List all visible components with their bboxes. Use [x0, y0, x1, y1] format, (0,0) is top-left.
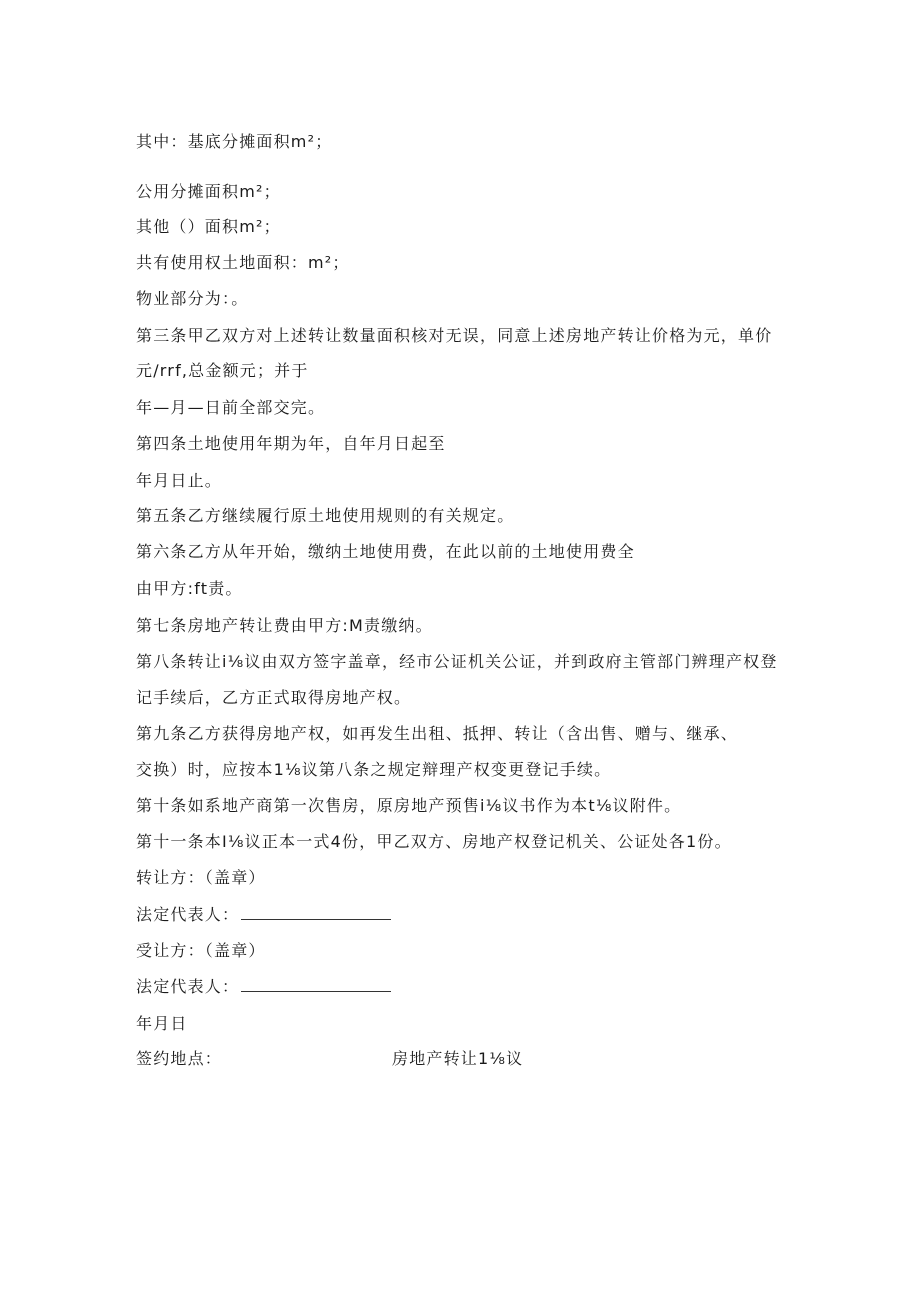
article-8-line-2: 记手续后，乙方正式取得房地产权。 — [136, 688, 412, 707]
date-label: 年月日 — [136, 1014, 188, 1033]
article-9-line-1: 第九条乙方获得房地产权，如再发生出租、抵押、转让（含出售、赠与、继承、 — [136, 724, 739, 743]
article-11-line: 第十一条本I⅛议正本一式4份，甲乙双方、房地产权登记机关、公证处各1份。 — [136, 832, 732, 851]
article-6-line-1: 第六条乙方从年开始，缴纳土地使用费，在此以前的土地使用费全 — [136, 542, 635, 561]
transferor-label: 转让方：（盖章） — [136, 868, 266, 887]
public-shared-area-line: 公用分摊面积m²； — [136, 182, 281, 201]
signature-line — [241, 977, 391, 992]
base-shared-area-line: 其中：基底分摊面积m²； — [136, 132, 333, 151]
article-8-line-1: 第八条转让i⅛议由双方签字盖章，经市公证机关公证，并到政府主管部门辨理产权登 — [136, 652, 778, 671]
legal-rep-label: 法定代表人： — [136, 977, 240, 996]
article-5-line: 第五条乙方继续履行原土地使用规则的有关规定。 — [136, 506, 515, 525]
other-area-line: 其他（）面积m²； — [136, 217, 281, 236]
article-3-line-1: 第三条甲乙双方对上述转让数量面积核对无误，同意上述房地产转让价格为元，单价 — [136, 326, 773, 345]
article-6-line-2: 由甲方:ft责。 — [136, 579, 243, 598]
signing-place-row — [136, 1048, 776, 1070]
legal-rep-row-2 — [136, 976, 391, 998]
legal-rep-row-1 — [136, 904, 391, 926]
article-9-line-2: 交换）时，应按本1⅛议第八条之规定辩理产权变更登记手续。 — [136, 760, 612, 779]
shared-land-area-line: 共有使用权土地面积：m²； — [136, 253, 350, 272]
article-4-line-1: 第四条土地使用年期为年，自年月日起至 — [136, 434, 446, 453]
article-3-line-2: 元∕rrf,总金额元；并于 — [136, 361, 309, 380]
signature-line — [241, 905, 391, 920]
transferee-label: 受让方：（盖章） — [136, 941, 266, 960]
property-portion-line: 物业部分为：。 — [136, 289, 249, 308]
footer-title: 房地产转让1⅛议 — [392, 1049, 524, 1068]
article-10-line: 第十条如系地产商第一次售房，原房地产预售i⅛议书作为本t⅛议附件。 — [136, 796, 682, 815]
article-4-line-2: 年月日止。 — [136, 471, 223, 490]
legal-rep-label: 法定代表人： — [136, 905, 240, 924]
article-3-line-3: 年—月—日前全部交完。 — [136, 398, 326, 417]
signing-place-label: 签约地点： — [136, 1049, 223, 1068]
article-7-line: 第七条房地产转让费由甲方:M责缴纳。 — [136, 616, 433, 635]
